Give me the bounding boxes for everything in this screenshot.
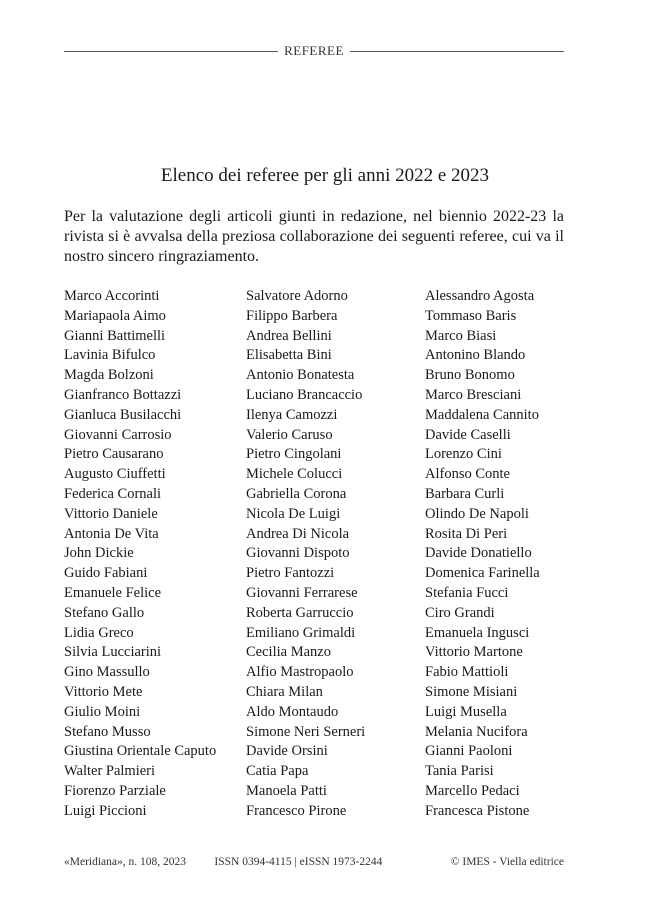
referee-name: Tania Parisi xyxy=(425,763,494,780)
referee-name: Guido Fabiani xyxy=(64,565,148,582)
referee-name: Giulio Moini xyxy=(64,703,141,720)
intro-paragraph: Per la valutazione degli articoli giunti in redazione, nel biennio 2022-23 la rivista si è avvalsa della preziosa collaborazione dei seguenti referee, cui va il nostro sincero ringraziamento. xyxy=(64,208,564,265)
referee-name: Gianni Battimelli xyxy=(64,327,166,344)
journal-citation: «Meridiana», n. 108, 2023 xyxy=(64,856,187,868)
referee-name: Stefania Fucci xyxy=(425,584,509,601)
referee-name: Ilenya Camozzi xyxy=(246,406,338,423)
section-label: REFEREE xyxy=(284,43,344,58)
referee-name: Luigi Piccioni xyxy=(64,802,147,819)
referee-name: Domenica Farinella xyxy=(425,565,540,582)
referee-name: Pietro Fantozzi xyxy=(246,565,335,582)
referee-name: Emiliano Grimaldi xyxy=(246,624,356,641)
referee-name: Fiorenzo Parziale xyxy=(64,782,166,799)
referee-name: Gianluca Busilacchi xyxy=(64,406,182,423)
referee-name: Barbara Curli xyxy=(425,485,505,502)
referee-name: Stefano Gallo xyxy=(64,604,145,621)
referee-name: Michele Colucci xyxy=(246,466,343,483)
referee-name: Gianni Paoloni xyxy=(425,743,513,760)
referee-name: Alfonso Conte xyxy=(425,466,510,483)
referee-name: Cecilia Manzo xyxy=(246,644,331,661)
referee-name: Marco Biasi xyxy=(425,327,497,344)
referee-name: Silvia Lucciarini xyxy=(64,644,162,661)
referee-name: Gianfranco Bottazzi xyxy=(64,386,182,403)
referee-name: John Dickie xyxy=(64,545,134,562)
referee-name: Lorenzo Cini xyxy=(425,446,502,463)
referee-name: Federica Cornali xyxy=(64,485,162,502)
referee-name: Davide Donatiello xyxy=(425,545,532,562)
referee-name: Giovanni Carrosio xyxy=(64,426,172,443)
referee-name: Giovanni Ferrarese xyxy=(246,584,358,601)
referee-list xyxy=(64,287,574,822)
referee-name: Olindo De Napoli xyxy=(425,505,529,522)
referee-name: Lidia Greco xyxy=(64,624,134,641)
referee-name: Antonino Blando xyxy=(425,347,526,364)
referee-name: Luigi Musella xyxy=(425,703,507,720)
referee-name: Simone Neri Serneri xyxy=(246,723,366,740)
referee-name: Ciro Grandi xyxy=(425,604,495,621)
referee-name: Catia Papa xyxy=(246,763,309,780)
referee-name: Davide Orsini xyxy=(246,743,328,760)
referee-name: Andrea Bellini xyxy=(246,327,332,344)
referee-name: Chiara Milan xyxy=(246,683,323,700)
referee-name: Davide Caselli xyxy=(425,426,511,443)
referee-name: Tommaso Baris xyxy=(425,307,517,324)
referee-name: Pietro Cingolani xyxy=(246,446,342,463)
referee-name: Luciano Brancaccio xyxy=(246,386,363,403)
referee-name: Fabio Mattioli xyxy=(425,664,509,681)
referee-name: Vittorio Martone xyxy=(425,644,523,661)
referee-name: Francesca Pistone xyxy=(425,802,530,819)
referee-name: Manoela Patti xyxy=(246,782,327,799)
referee-name: Salvatore Adorno xyxy=(246,288,348,304)
referee-name: Melania Nucifora xyxy=(425,723,528,740)
running-head-rule-right xyxy=(350,51,564,52)
referee-name: Alessandro Agosta xyxy=(425,288,535,304)
referee-name: Gabriella Corona xyxy=(246,485,347,502)
referee-name: Francesco Pirone xyxy=(246,802,347,819)
referee-name: Emanuela Ingusci xyxy=(425,624,530,641)
referee-name: Valerio Caruso xyxy=(246,426,333,443)
referee-name: Filippo Barbera xyxy=(246,307,338,324)
referee-name: Stefano Musso xyxy=(64,723,151,740)
referee-name: Emanuele Felice xyxy=(64,584,162,601)
referee-name: Pietro Causarano xyxy=(64,446,164,463)
page-title: Elenco dei referee per gli anni 2022 e 2023 xyxy=(160,165,490,186)
referee-name: Magda Bolzoni xyxy=(64,367,154,384)
referee-name: Nicola De Luigi xyxy=(246,505,341,522)
referee-name: Augusto Ciuffetti xyxy=(64,466,166,483)
referee-name: Andrea Di Nicola xyxy=(246,525,350,542)
referee-name: Simone Misiani xyxy=(425,683,518,700)
referee-name: Lavinia Bifulco xyxy=(64,347,156,364)
referee-name: Roberta Garruccio xyxy=(246,604,354,621)
referee-name: Giustina Orientale Caputo xyxy=(64,743,217,760)
referee-name: Alfio Mastropaolo xyxy=(246,664,354,681)
running-head-rule-left xyxy=(64,51,278,52)
referee-name: Aldo Montaudo xyxy=(246,703,339,720)
referee-name: Marco Accorinti xyxy=(64,288,160,304)
publisher: © IMES - Viella editrice xyxy=(450,856,564,868)
referee-name: Marcello Pedaci xyxy=(425,782,520,799)
referee-column-1 xyxy=(64,287,246,822)
referee-name: Marco Bresciani xyxy=(425,386,522,403)
referee-name: Vittorio Mete xyxy=(64,683,143,700)
referee-name: Vittorio Daniele xyxy=(64,505,158,522)
issn: ISSN 0394-4115 | eISSN 1973-2244 xyxy=(214,856,383,868)
running-head xyxy=(64,42,564,60)
page-footer xyxy=(64,856,564,868)
referee-name: Gino Massullo xyxy=(64,664,150,681)
referee-name: Rosita Di Peri xyxy=(425,525,508,542)
referee-column-2 xyxy=(246,287,425,822)
referee-name: Walter Palmieri xyxy=(64,763,156,780)
referee-name: Elisabetta Bini xyxy=(246,347,332,364)
referee-name: Bruno Bonomo xyxy=(425,367,515,384)
referee-name: Mariapaola Aimo xyxy=(64,307,166,324)
referee-name: Antonia De Vita xyxy=(64,525,159,542)
referee-name: Giovanni Dispoto xyxy=(246,545,350,562)
referee-name: Antonio Bonatesta xyxy=(246,367,355,384)
referee-column-3 xyxy=(425,287,574,822)
referee-name: Maddalena Cannito xyxy=(425,406,539,423)
